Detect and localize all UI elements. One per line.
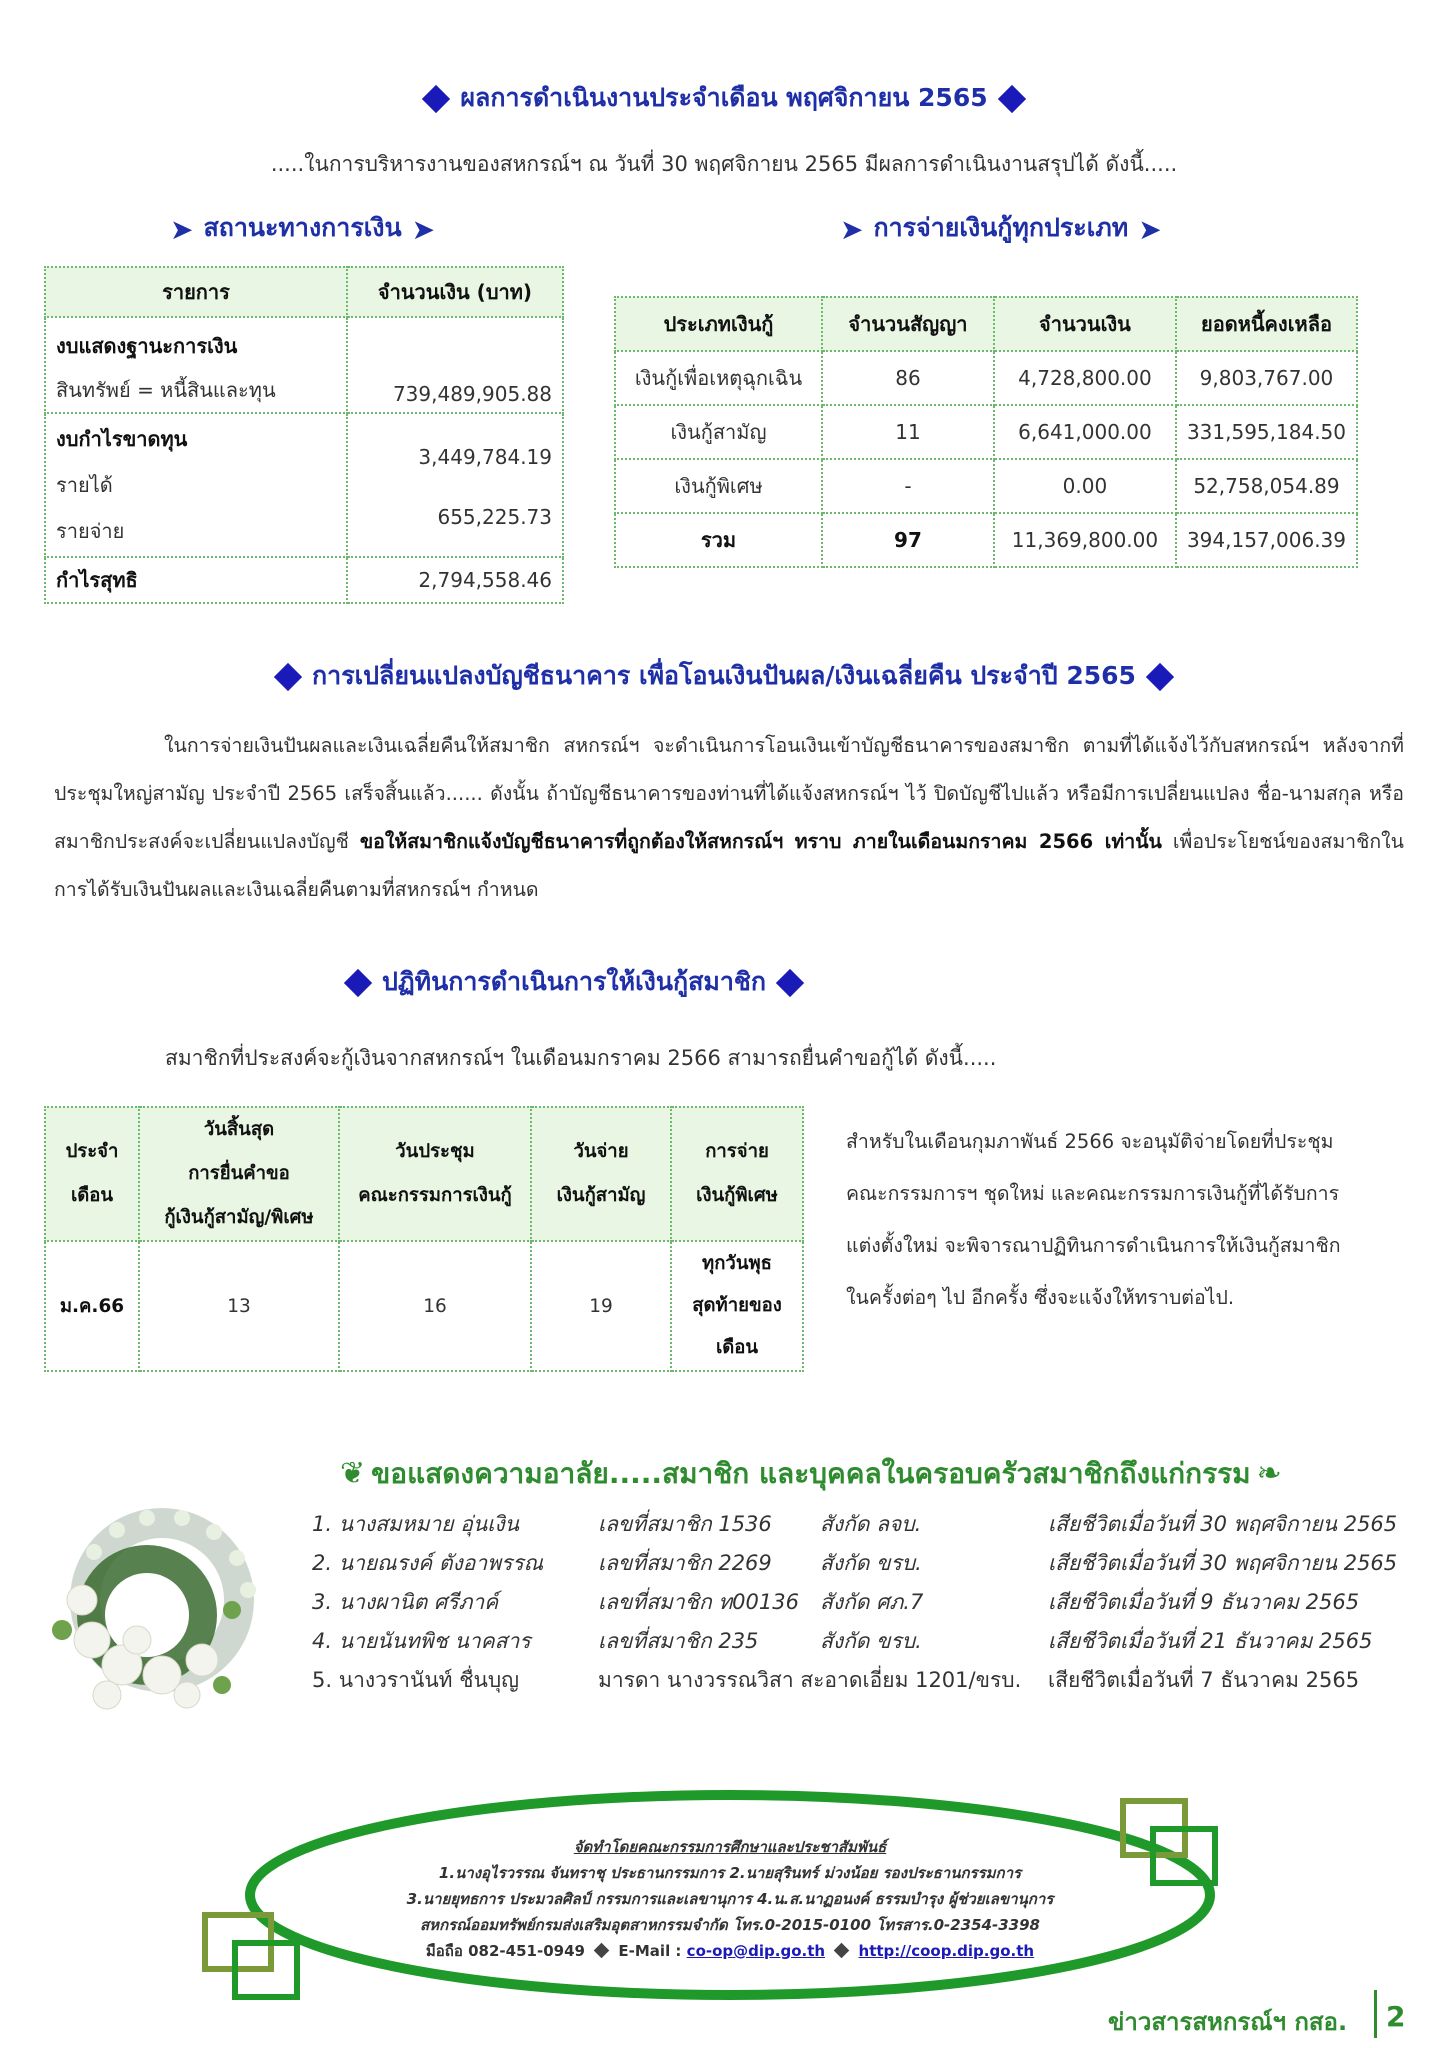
deco-square [232, 1940, 300, 2000]
loan-amount-cell: 4,728,800.00 [994, 351, 1176, 405]
loan-contracts-cell: 86 [822, 351, 994, 405]
table-row [615, 405, 1357, 459]
cal-col-deadline-line: การยื่นคำขอ [188, 1163, 290, 1184]
cal-col-month-line: ประจำ [65, 1141, 119, 1162]
ornament-right-icon: ❧ [1256, 1456, 1282, 1491]
page-number: 2 [1386, 2000, 1406, 2033]
memorial-died: เสียชีวิตเมื่อวันที่ 30 พฤศจิกายน 2565 [1048, 1512, 1398, 1536]
net-label: กำไรสุทธิ [45, 557, 347, 603]
memorial-title: ขอแสดงความอาลัย.....สมาชิก และบุคคลในครอบครัวสมาชิกถึงแก่กรรม [371, 1457, 1251, 1490]
bank-paragraph [54, 722, 1404, 914]
table-row [615, 351, 1357, 405]
financial-col-item: รายการ [45, 267, 347, 317]
cal-meeting-cell: 16 [339, 1241, 531, 1371]
calendar-table [44, 1106, 804, 1372]
credits-mobile: มือถือ 082-451-0949 [425, 1942, 585, 1960]
diamond-icon [422, 85, 450, 113]
loans-col-balance: ยอดหนี้คงเหลือ [1176, 297, 1357, 351]
bank-text-2: เพื่อประโยชน์ของสมาชิกในการได้รับเงินปันผลและเงินเฉลี่ยคืนตามที่สหกรณ์ฯ กำหนด [54, 830, 1405, 901]
cal-col-month [45, 1107, 139, 1241]
credits-heading: จัดทำโดยคณะกรรมการศึกษาและประชาสัมพันธ์ [573, 1838, 887, 1856]
diamond-icon [594, 1943, 610, 1959]
footer-divider [1374, 1990, 1377, 2038]
assets-value: 739,489,905.88 [347, 317, 563, 413]
calendar-note [846, 1116, 1341, 1324]
credits-line: สหกรณ์ออมทรัพย์กรมส่งเสริมอุตสาหกรรมจำกัด โทร.0-2015-0100 โทรสาร.0-2354-3398 [420, 1916, 1040, 1934]
calendar-note-line: แต่งตั้งใหม่ จะพิจารณาปฏิทินการดำเนินการให้เงินกู้สมาชิก [846, 1234, 1341, 1257]
financial-col-amount: จำนวนเงิน (บาท) [347, 267, 563, 317]
credits-line: 1.นางอุไรวรรณ จันทราชุ ประธานกรรมการ 2.นายสุรินทร์ ม่วงน้อย รองประธานกรรมการ [438, 1864, 1022, 1882]
deco-square [1150, 1826, 1218, 1886]
memorial-name: 1. นางสมหมาย อุ่นเงิน [312, 1512, 519, 1536]
bank-title: การเปลี่ยนแปลงบัญชีธนาคาร เพื่อโอนเงินปันผล/เงินเฉลี่ยคืน ประจำปี 2565 [312, 661, 1136, 690]
arrow-left-icon: ➤ [411, 212, 436, 246]
loan-contracts-cell: 97 [822, 513, 994, 567]
memorial-unit: สังกัด ศภ.7 [820, 1590, 924, 1614]
financial-title-row [160, 208, 445, 248]
email-link[interactable]: co-op@dip.go.th [686, 1942, 826, 1960]
income-value: 3,449,784.19 [418, 445, 552, 469]
ornament-left-icon: ❦ [340, 1456, 366, 1491]
table-row [615, 459, 1357, 513]
loan-type-cell: เงินกู้สามัญ [615, 405, 822, 459]
memorial-member: เลขที่สมาชิก 2269 [598, 1551, 772, 1575]
cal-special-line: สุดท้ายของ [692, 1295, 782, 1316]
footer-newsletter: ข่าวสารสหกรณ์ฯ กสอ. [1108, 2008, 1348, 2036]
memorial-unit: สังกัด ขรบ. [820, 1551, 922, 1575]
list-item [312, 1586, 1422, 1625]
calendar-intro: สมาชิกที่ประสงค์จะกู้เงินจากสหกรณ์ฯ ในเดือนมกราคม 2566 สามารถยื่นคำขอกู้ได้ ดังนี้..... [165, 1046, 997, 1070]
cal-special-cell [671, 1241, 803, 1371]
memorial-title-row [340, 1452, 1282, 1496]
cal-col-special-line: การจ่าย [705, 1141, 769, 1162]
loan-contracts-cell: 11 [822, 405, 994, 459]
memorial-name: 4. นายนันทพิช นาคสาร [312, 1629, 531, 1653]
pl-heading: งบกำไรขาดทุน [56, 427, 188, 451]
memorial-unit: สังกัด ขรบ. [820, 1629, 922, 1653]
memorial-died: เสียชีวิตเมื่อวันที่ 30 พฤศจิกายน 2565 [1048, 1551, 1398, 1575]
list-item [312, 1625, 1422, 1664]
cal-col-meeting-line: คณะกรรมการเงินกู้ [358, 1185, 512, 1206]
cal-col-deadline-line: วันสิ้นสุด [203, 1119, 275, 1140]
net-value: 2,794,558.46 [347, 557, 563, 603]
loan-balance-cell: 394,157,006.39 [1176, 513, 1357, 567]
loan-amount-cell: 11,369,800.00 [994, 513, 1176, 567]
monthly-title: ผลการดำเนินงานประจำเดือน พฤศจิกายน 2565 [460, 83, 988, 112]
income-label: รายได้ [56, 473, 113, 497]
loans-title: การจ่ายเงินกู้ทุกประเภท [873, 213, 1129, 242]
website-link[interactable]: http://coop.dip.go.th [858, 1942, 1035, 1960]
list-item [312, 1547, 1422, 1586]
memorial-name: 3. นางผานิต ศรีภาค์ [312, 1590, 499, 1614]
financial-table [44, 266, 564, 604]
calendar-note-line: คณะกรรมการฯ ชุดใหม่ และคณะกรรมการเงินกู้ที่ได้รับการ [846, 1182, 1340, 1205]
monthly-intro: .....ในการบริหารงานของสหกรณ์ฯ ณ วันที่ 30 พฤศจิกายน 2565 มีผลการดำเนินงานสรุปได้ ดังนี้..... [270, 152, 1178, 176]
list-item [312, 1664, 1422, 1703]
arrow-left-icon: ➤ [1138, 212, 1162, 246]
cal-col-month-line: เดือน [70, 1185, 114, 1206]
cal-payday-cell: 19 [531, 1241, 671, 1371]
memorial-member: เลขที่สมาชิก 1536 [598, 1512, 772, 1536]
expense-value: 655,225.73 [437, 505, 552, 529]
bank-text-1: ในการจ่ายเงินปันผลและเงินเฉลี่ยคืนให้สมาชิก สหกรณ์ฯ จะดำเนินการโอนเงินเข้าบัญชีธนาคารของสมาชิก ตามที่ได้แจ้งไว้กับสหกรณ์ฯ หลังจากที่ประชุมใหญ่สามัญ ประจำปี 2565 เสร็จสิ้นแล้ว...... ดังนั้น ถ้าบัญชีธนาคารของท่านที่ได้แจ้งสหกรณ์ฯ ไว้ ปิดบัญชีไปแล้ว หรือมีการเปลี่ยนแปลง ชื่อ-นามสกุล หรือสมาชิกประสงค์จะเปลี่ยนแปลงบัญชี [54, 734, 1404, 853]
cal-month-cell: ม.ค.66 [45, 1241, 139, 1371]
bank-text-bold: ขอให้สมาชิกแจ้งบัญชีธนาคารที่ถูกต้องให้สหกรณ์ฯ ทราบ ภายในเดือนมกราคม 2566 เท่านั้น [359, 830, 1162, 853]
cal-col-payday-line: วันจ่าย [573, 1141, 629, 1162]
loans-title-row [830, 208, 1172, 248]
loans-col-type: ประเภทเงินกู้ [615, 297, 822, 351]
table-total-row [615, 513, 1357, 567]
cal-deadline-cell: 13 [139, 1241, 339, 1371]
loan-amount-cell: 6,641,000.00 [994, 405, 1176, 459]
loan-balance-cell: 331,595,184.50 [1176, 405, 1357, 459]
memorial-list [312, 1508, 1422, 1703]
memorial-member: เลขที่สมาชิก 235 [598, 1629, 759, 1653]
calendar-note-line: ในครั้งต่อๆ ไป อีกครั้ง ซึ่งจะแจ้งให้ทราบต่อไป. [846, 1286, 1235, 1309]
memorial-unit: สังกัด ลจบ. [820, 1512, 922, 1536]
credits-email-label: E-Mail : [618, 1942, 682, 1960]
memorial-name: 2. นายณรงค์ ตังอาพรรณ [312, 1551, 544, 1575]
loan-type-cell: เงินกู้พิเศษ [615, 459, 822, 513]
memorial-died: เสียชีวิตเมื่อวันที่ 21 ธันวาคม 2565 [1048, 1629, 1373, 1653]
cal-col-deadline-line: กู้เงินกู้สามัญ/พิเศษ [164, 1207, 314, 1228]
diamond-icon [1146, 663, 1174, 691]
assets-label: สินทรัพย์ = หนี้สินและทุน [56, 378, 276, 402]
loans-table [614, 296, 1358, 568]
cal-col-meeting-line: วันประชุม [395, 1141, 475, 1162]
cal-col-meeting [339, 1107, 531, 1241]
diamond-icon [776, 969, 804, 997]
cal-col-payday-line: เงินกู้สามัญ [556, 1185, 646, 1206]
cal-col-payday [531, 1107, 671, 1241]
list-item [312, 1508, 1422, 1547]
diamond-icon [834, 1943, 850, 1959]
calendar-title: ปฏิทินการดำเนินการให้เงินกู้สมาชิก [382, 967, 766, 996]
cal-col-special [671, 1107, 803, 1241]
memorial-name: 5. นางวรานันท์ ชื่นบุญ [312, 1668, 520, 1692]
calendar-note-line: สำหรับในเดือนกุมภาพันธ์ 2566 จะอนุมัติจ่ายโดยที่ประชุม [846, 1130, 1334, 1153]
diamond-icon [997, 85, 1025, 113]
memorial-died: เสียชีวิตเมื่อวันที่ 7 ธันวาคม 2565 [1048, 1668, 1360, 1692]
memorial-member: เลขที่สมาชิก ท00136 [598, 1590, 799, 1614]
loan-balance-cell: 9,803,767.00 [1176, 351, 1357, 405]
loans-col-amount: จำนวนเงิน [994, 297, 1176, 351]
loan-type-cell: รวม [615, 513, 822, 567]
loan-type-cell: เงินกู้เพื่อเหตุฉุกเฉิน [615, 351, 822, 405]
credits-block [320, 1834, 1140, 1964]
diamond-icon [344, 969, 372, 997]
loan-amount-cell: 0.00 [994, 459, 1176, 513]
financial-title: สถานะทางการเงิน [203, 213, 402, 242]
diamond-icon [274, 663, 302, 691]
calendar-title-row [0, 962, 1148, 1002]
funeral-wreath-image [22, 1490, 284, 1730]
loans-col-contracts: จำนวนสัญญา [822, 297, 994, 351]
memorial-member: มารดา นางวรรณวิสา สะอาดเอี่ยม 1201/ขรบ. [598, 1668, 1022, 1692]
bank-title-row [0, 656, 1448, 696]
cal-col-deadline [139, 1107, 339, 1241]
memorial-died: เสียชีวิตเมื่อวันที่ 9 ธันวาคม 2565 [1048, 1590, 1360, 1614]
expense-label: รายจ่าย [56, 519, 125, 543]
loan-balance-cell: 52,758,054.89 [1176, 459, 1357, 513]
cal-special-line: เดือน [715, 1337, 759, 1358]
cal-col-special-line: เงินกู้พิเศษ [696, 1185, 778, 1206]
arrow-right-icon: ➤ [840, 212, 864, 246]
table-row [45, 1241, 803, 1371]
monthly-title-row [0, 78, 1448, 118]
arrow-right-icon: ➤ [170, 212, 194, 246]
balance-heading: งบแสดงฐานะการเงิน [56, 334, 238, 358]
cal-special-line: ทุกวันพุธ [702, 1253, 772, 1274]
loan-contracts-cell: - [822, 459, 994, 513]
credits-contact [320, 1938, 1140, 1964]
credits-line: 3.นายยุทธการ ประมวลศิลป์ กรรมการและเลขานุการ 4.น.ส.นาฏอนงค์ ธรรมบำรุง ผู้ช่วยเลขานุการ [406, 1890, 1054, 1908]
